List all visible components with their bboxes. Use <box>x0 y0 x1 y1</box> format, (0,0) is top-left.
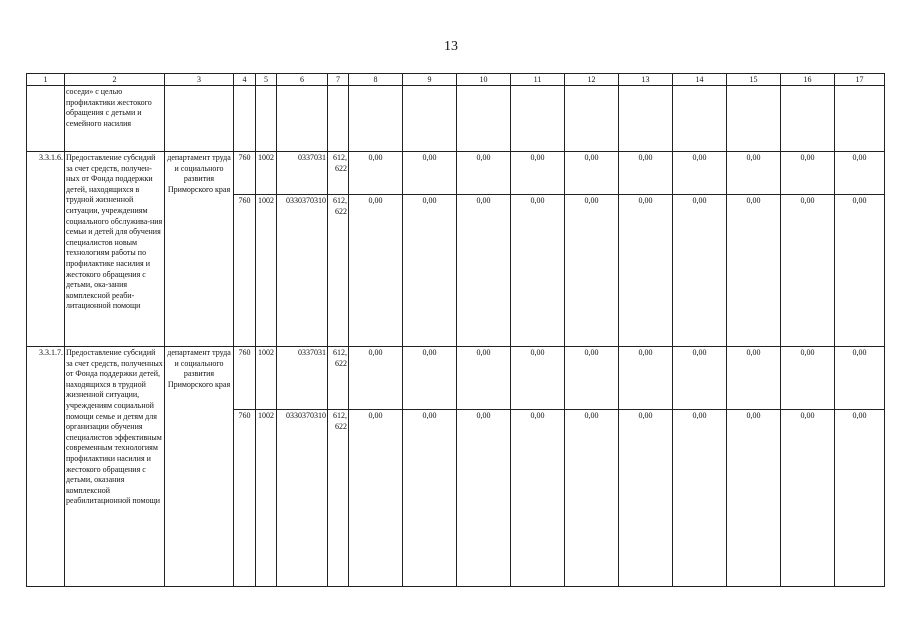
amount-cell: 0,00 <box>349 347 403 410</box>
amount-cell: 0,00 <box>511 195 565 347</box>
row-number: 3.3.1.7. <box>27 347 65 587</box>
column-header: 13 <box>619 74 673 86</box>
row-executor: департамент труда и социального развития Приморского края <box>165 152 234 347</box>
amount-cell: 0,00 <box>565 152 619 195</box>
empty-cell <box>511 86 565 152</box>
csr-code: 0330370310 <box>277 195 328 347</box>
column-header: 5 <box>256 74 277 86</box>
csr-code: 0337031 <box>277 152 328 195</box>
vr-code: 612, 622 <box>328 195 349 347</box>
csr-code: 0330370310 <box>277 410 328 587</box>
empty-cell <box>727 86 781 152</box>
amount-cell: 0,00 <box>781 410 835 587</box>
column-header: 15 <box>727 74 781 86</box>
amount-cell: 0,00 <box>403 347 457 410</box>
amount-cell: 0,00 <box>457 410 511 587</box>
amount-cell: 0,00 <box>781 195 835 347</box>
amount-cell: 0,00 <box>673 347 727 410</box>
column-header: 6 <box>277 74 328 86</box>
amount-cell: 0,00 <box>457 347 511 410</box>
budget-table <box>26 73 885 587</box>
rzpr-code: 1002 <box>256 152 277 195</box>
empty-cell <box>256 86 277 152</box>
empty-cell <box>403 86 457 152</box>
amount-cell: 0,00 <box>727 152 781 195</box>
column-header: 16 <box>781 74 835 86</box>
amount-cell: 0,00 <box>835 152 885 195</box>
rzpr-code: 1002 <box>256 410 277 587</box>
amount-cell: 0,00 <box>727 347 781 410</box>
amount-cell: 0,00 <box>619 347 673 410</box>
amount-cell: 0,00 <box>565 195 619 347</box>
amount-cell: 0,00 <box>619 152 673 195</box>
amount-cell: 0,00 <box>835 195 885 347</box>
amount-cell: 0,00 <box>673 410 727 587</box>
empty-cell <box>277 86 328 152</box>
column-header: 11 <box>511 74 565 86</box>
amount-cell: 0,00 <box>403 410 457 587</box>
amount-cell: 0,00 <box>619 410 673 587</box>
row-number: 3.3.1.6. <box>27 152 65 347</box>
header-row <box>27 74 885 86</box>
row-executor: департамент труда и социального развития Приморского края <box>165 347 234 587</box>
amount-cell: 0,00 <box>835 410 885 587</box>
amount-cell: 0,00 <box>457 152 511 195</box>
amount-cell: 0,00 <box>349 195 403 347</box>
vr-code: 612, 622 <box>328 410 349 587</box>
row-name: соседи» с целью профилактики жестокого обращения с детьми и семейного насилия <box>65 86 165 152</box>
amount-cell: 0,00 <box>403 195 457 347</box>
amount-cell: 0,00 <box>511 410 565 587</box>
column-header: 14 <box>673 74 727 86</box>
vr-code: 612, 622 <box>328 347 349 410</box>
rzpr-code: 1002 <box>256 347 277 410</box>
amount-cell: 0,00 <box>457 195 511 347</box>
empty-cell <box>349 86 403 152</box>
empty-cell <box>835 86 885 152</box>
grbs-code: 760 <box>234 195 256 347</box>
column-header: 1 <box>27 74 65 86</box>
row-name: Предоставление субсидий за счет средств, получен-ных от Фонда поддержки детей, находящихся в трудной жизненной ситуации, учреждениям социального обслужива-ния семьи и детей для обучения специалистов новым технологиям работы по профилактике насилия и жестокого обращения с детьми, ока-зания комплексной реаби-литационной помощи <box>65 152 165 347</box>
column-header: 2 <box>65 74 165 86</box>
csr-code: 0337031 <box>277 347 328 410</box>
amount-cell: 0,00 <box>565 347 619 410</box>
column-header: 7 <box>328 74 349 86</box>
table-row <box>27 347 885 410</box>
amount-cell: 0,00 <box>349 152 403 195</box>
table-row <box>27 152 885 195</box>
grbs-code: 760 <box>234 410 256 587</box>
column-header: 10 <box>457 74 511 86</box>
empty-cell <box>457 86 511 152</box>
amount-cell: 0,00 <box>349 410 403 587</box>
grbs-code: 760 <box>234 152 256 195</box>
column-header: 12 <box>565 74 619 86</box>
column-header: 3 <box>165 74 234 86</box>
page-number: 13 <box>444 39 458 54</box>
amount-cell: 0,00 <box>781 152 835 195</box>
grbs-code: 760 <box>234 347 256 410</box>
column-header: 17 <box>835 74 885 86</box>
amount-cell: 0,00 <box>835 347 885 410</box>
row-name: Предоставление субсидий за счет средств, полученных от Фонда поддержки детей, находящихся в трудной жизненной ситуации, учреждениям социальной помощи семье и детям для организации обучения специалистов эффективным современным технологиям профилактики насилия и жестокого обращения с детьми, оказания комплексной реабилитационной помощи <box>65 347 165 587</box>
empty-cell <box>328 86 349 152</box>
amount-cell: 0,00 <box>673 152 727 195</box>
column-header: 4 <box>234 74 256 86</box>
amount-cell: 0,00 <box>511 152 565 195</box>
continuation-row <box>27 86 885 152</box>
amount-cell: 0,00 <box>727 195 781 347</box>
amount-cell: 0,00 <box>727 410 781 587</box>
amount-cell: 0,00 <box>565 410 619 587</box>
amount-cell: 0,00 <box>673 195 727 347</box>
empty-cell <box>781 86 835 152</box>
empty-cell <box>234 86 256 152</box>
empty-cell <box>565 86 619 152</box>
empty-cell <box>619 86 673 152</box>
vr-code: 612, 622 <box>328 152 349 195</box>
column-header: 9 <box>403 74 457 86</box>
amount-cell: 0,00 <box>619 195 673 347</box>
amount-cell: 0,00 <box>511 347 565 410</box>
rzpr-code: 1002 <box>256 195 277 347</box>
amount-cell: 0,00 <box>403 152 457 195</box>
empty-cell <box>673 86 727 152</box>
column-header: 8 <box>349 74 403 86</box>
amount-cell: 0,00 <box>781 347 835 410</box>
empty-cell <box>165 86 234 152</box>
empty-cell <box>27 86 65 152</box>
